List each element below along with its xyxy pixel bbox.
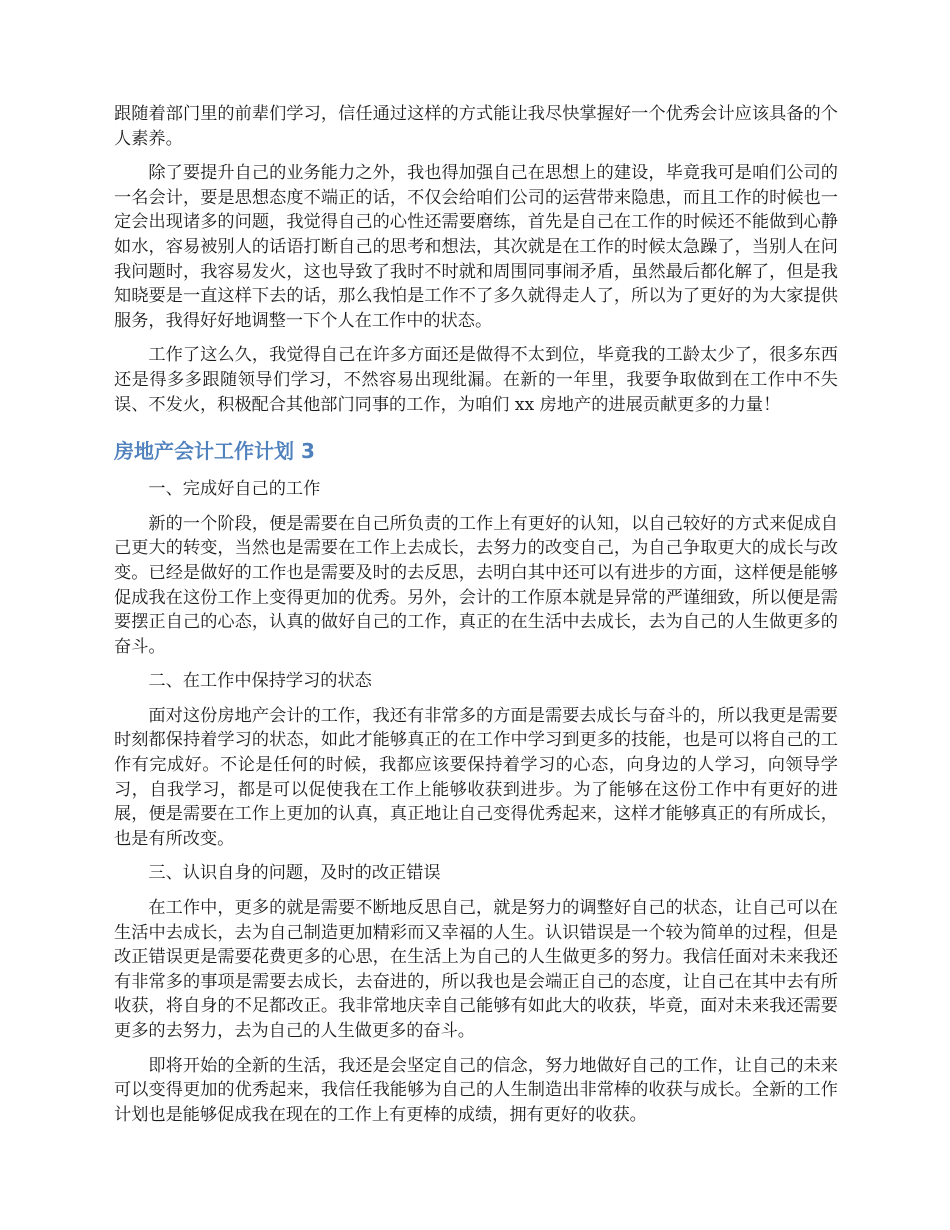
self-improvement-paragraph: 除了要提升自己的业务能力之外，我也得加强自己在思想上的建设，毕竟我可是咱们公司的一名会计，要是思想态度不端正的话，不仅会给咱们公司的运营带来隐患，而且工作的时候也一定会出现诸多的问题，我觉得自己的心性还需要磨练，首先是自己在工作的时候还不能做到心静如水，容易被别人的话语打断自己的思考和想法，其次就是在工作的时候太急躁了，当别人在问我问题时，我容易发火，这也导致了我时不时就和周围同事闹矛盾，虽然最后都化解了，但是我知晓要是一直这样下去的话，那么我怕是工作不了多久就得走人了，所以为了更好的为大家提供服务，我得好好地调整一下个人在工作中的状态。 — [114, 163, 838, 331]
section-heading: 房地产会计工作计划 3 — [114, 439, 315, 464]
section-2-body: 面对这份房地产会计的工作，我还有非常多的方面是需要去成长与奋斗的，所以我更是需要时刻都保持着学习的状态，如此才能够真正的在工作中学习到更多的技能，也是可以将自己的工作有完成好。不论是任何的时候，我都应该要保持着学习的心态，向身边的人学习，向领导学习，自我学习，都是可以促使我在工作上能够收获到进步。为了能够在这份工作中有更好的进展，便是需要在工作上更加的认真，真正地让自己变得优秀起来，这样才能够真正的有所成长，也是有所改变。 — [114, 705, 838, 849]
section-3-title: 三、认识自身的问题，及时的改正错误 — [148, 863, 441, 884]
section-2-title: 二、在工作中保持学习的状态 — [148, 671, 372, 692]
closing-paragraph: 即将开始的全新的生活，我还是会坚定自己的信念，努力地做好自己的工作，让自己的未来可以变得更加的优秀起来，我信任我能够为自己的人生制造出非常棒的收获与成长。全新的工作计划也是能够促成我在现在的工作上有更棒的成绩，拥有更好的收获。 — [114, 1055, 838, 1125]
section-1-title: 一、完成好自己的工作 — [148, 479, 321, 500]
document-body — [114, 102, 838, 1137]
new-year-goals-paragraph: 工作了这么久，我觉得自己在许多方面还是做得不太到位，毕竟我的工龄太少了，很多东西还是得多多跟随领导们学习，不然容易出现纰漏。在新的一年里，我要争取做到在工作中不失误、不发火，积极配合其他部门同事的工作，为咱们 xx 房地产的进展贡献更多的力量！ — [114, 345, 838, 415]
intro-continuation-paragraph: 跟随着部门里的前辈们学习，信任通过这样的方式能让我尽快掌握好一个优秀会计应该具备的个人素养。 — [114, 104, 838, 149]
section-3-body: 在工作中，更多的就是需要不断地反思自己，就是努力的调整好自己的状态，让自己可以在生活中去成长，去为自己制造更加精彩而又幸福的人生。认识错误是一个较为简单的过程，但是改正错误更是需要花费更多的心思，在生活上为自己的人生做更多的努力。我信任面对未来我还有非常多的事项是需要去成长，去奋进的，所以我也是会端正自己的态度，让自己在其中去有所收获，将自身的不足都改正。我非常地庆幸自己能够有如此大的收获，毕竟，面对未来我还需要更多的去努力，去为自己的人生做更多的奋斗。 — [114, 898, 838, 1041]
section-1-body: 新的一个阶段，便是需要在自己所负责的工作上有更好的认知，以自己较好的方式来促成自己更大的转变，当然也是需要在工作上去成长，去努力的改变自己，为自己争取更大的成长与改变。已经是做好的工作也是需要及时的去反思，去明白其中还可以有进步的方面，这样便是能够促成我在这份工作上变得更加的优秀。另外，会计的工作原本就是异常的严谨细致，所以便是需要摆正自己的心态，认真的做好自己的工作，真正的在生活中去成长，去为自己的人生做更多的奋斗。 — [114, 513, 838, 657]
